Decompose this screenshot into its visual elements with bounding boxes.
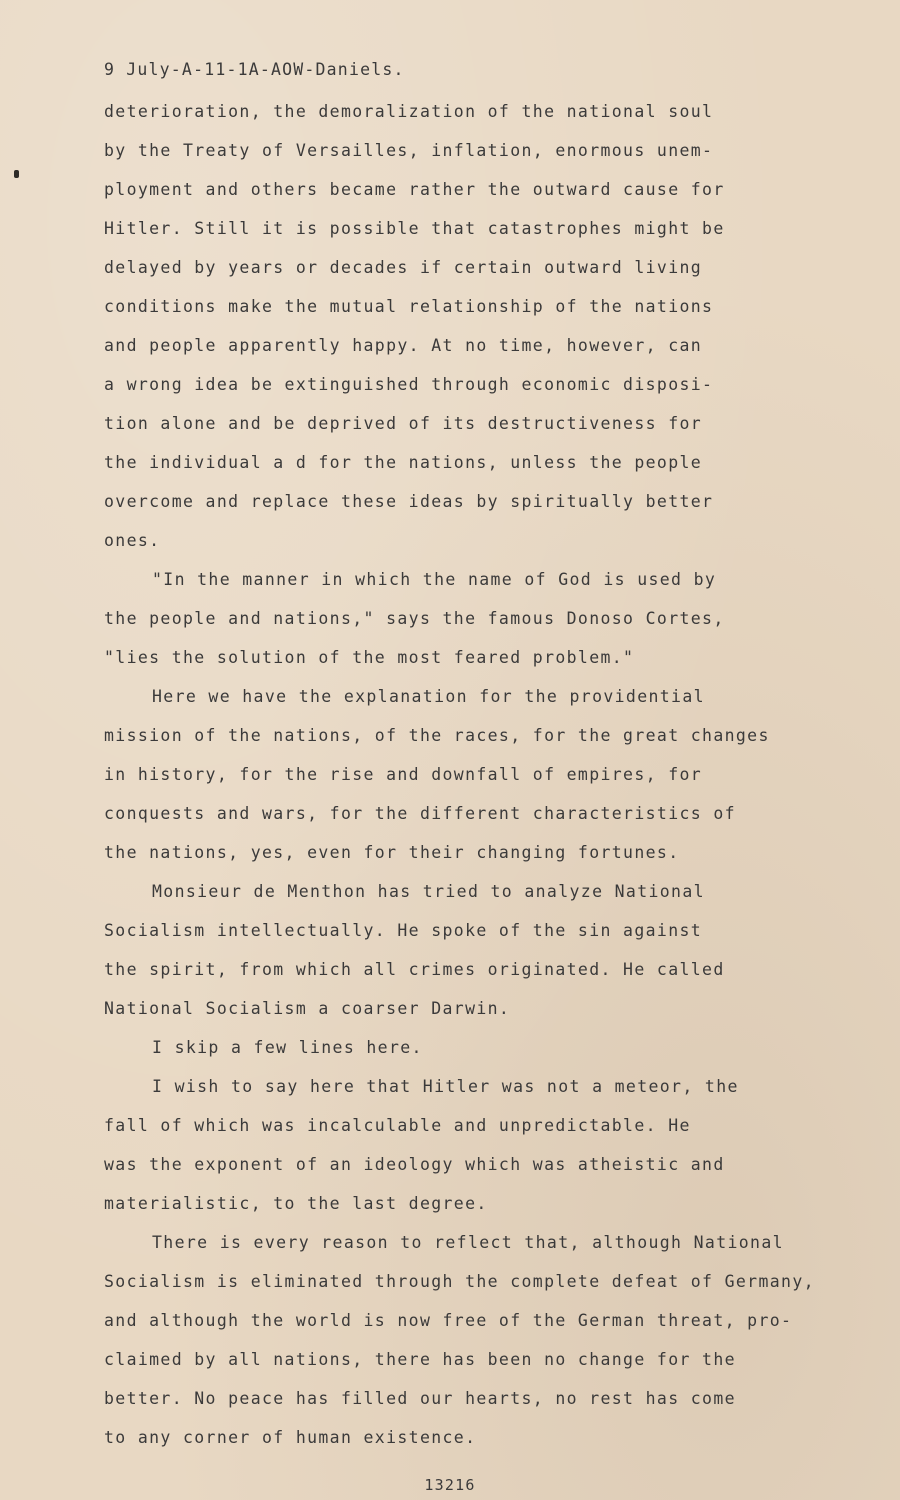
text-line: I wish to say here that Hitler was not a meteor, the bbox=[152, 1077, 739, 1096]
margin-ink-mark bbox=[14, 170, 19, 178]
text-line: and although the world is now free of the German threat, pro- bbox=[104, 1311, 793, 1330]
text-line: was the exponent of an ideology which was atheistic and bbox=[104, 1155, 725, 1174]
text-line: better. No peace has filled our hearts, no rest has come bbox=[104, 1389, 736, 1408]
text-line: Monsieur de Menthon has tried to analyze National bbox=[152, 882, 705, 901]
text-line: to any corner of human existence. bbox=[104, 1428, 477, 1447]
text-line: Hitler. Still it is possible that catastrophes might be bbox=[104, 219, 725, 238]
text-line: conditions make the mutual relationship of the nations bbox=[104, 297, 714, 316]
document-header: 9 July-A-11-1A-AOW-Daniels. bbox=[104, 60, 405, 79]
text-line: deterioration, the demoralization of the national soul bbox=[104, 102, 714, 121]
text-line: a wrong idea be extinguished through economic disposi- bbox=[104, 375, 714, 394]
text-line: claimed by all nations, there has been no change for the bbox=[104, 1350, 736, 1369]
text-line: National Socialism a coarser Darwin. bbox=[104, 999, 511, 1018]
text-line: by the Treaty of Versailles, inflation, enormous unem- bbox=[104, 141, 714, 160]
text-line: tion alone and be deprived of its destructiveness for bbox=[104, 414, 703, 433]
text-line: the people and nations," says the famous Donoso Cortes, bbox=[104, 609, 725, 628]
text-line: There is every reason to reflect that, although National bbox=[152, 1233, 784, 1252]
page-number: 13216 bbox=[424, 1476, 476, 1494]
text-line: ployment and others became rather the outward cause for bbox=[104, 180, 725, 199]
text-line: "lies the solution of the most feared problem." bbox=[104, 648, 635, 667]
document-body bbox=[104, 92, 864, 1457]
text-line: Socialism is eliminated through the complete defeat of Germany, bbox=[104, 1272, 815, 1291]
text-line: the individual a d for the nations, unless the people bbox=[104, 453, 703, 472]
text-line: the spirit, from which all crimes originated. He called bbox=[104, 960, 725, 979]
text-line: in history, for the rise and downfall of empires, for bbox=[104, 765, 703, 784]
text-line: fall of which was incalculable and unpredictable. He bbox=[104, 1116, 691, 1135]
text-line: materialistic, to the last degree. bbox=[104, 1194, 488, 1213]
text-line: Socialism intellectually. He spoke of the sin against bbox=[104, 921, 703, 940]
text-line: conquests and wars, for the different characteristics of bbox=[104, 804, 736, 823]
text-line: I skip a few lines here. bbox=[152, 1038, 423, 1057]
text-line: the nations, yes, even for their changing fortunes. bbox=[104, 843, 680, 862]
text-line: Here we have the explanation for the providential bbox=[152, 687, 705, 706]
text-line: "In the manner in which the name of God is used by bbox=[152, 570, 717, 589]
text-line: overcome and replace these ideas by spiritually better bbox=[104, 492, 714, 511]
text-line: mission of the nations, of the races, for the great changes bbox=[104, 726, 770, 745]
text-line: and people apparently happy. At no time, however, can bbox=[104, 336, 703, 355]
text-line: delayed by years or decades if certain outward living bbox=[104, 258, 703, 277]
text-line: ones. bbox=[104, 531, 161, 550]
